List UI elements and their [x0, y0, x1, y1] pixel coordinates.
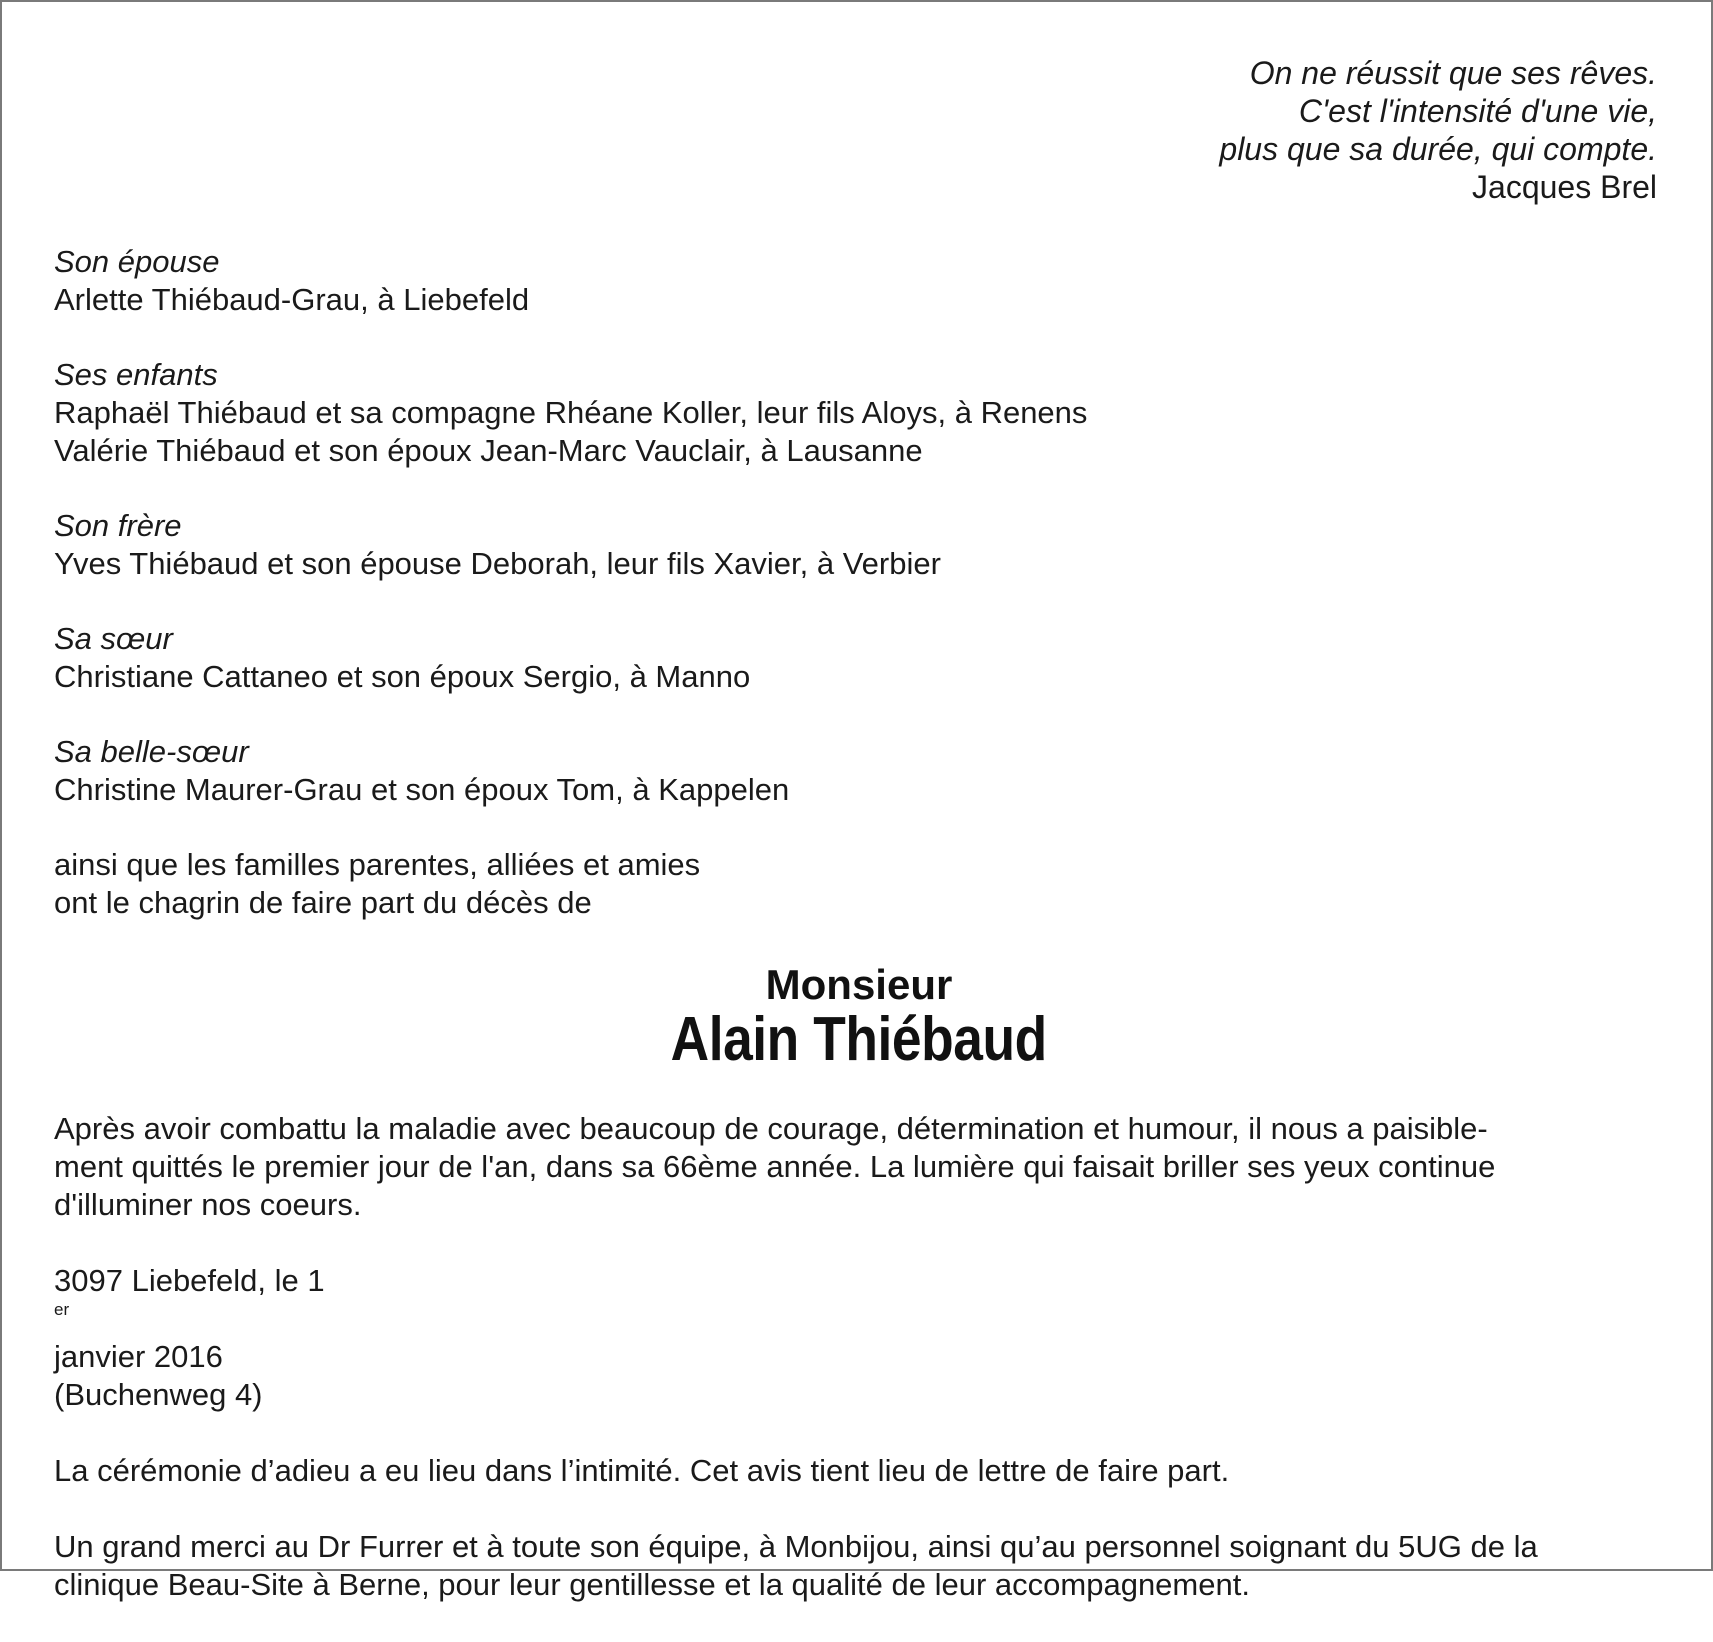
tribute-line: Après avoir combattu la maladie avec beaucoup de courage, détermination et humour, il nous a paisible- — [54, 1111, 1488, 1146]
family-group-label: Ses enfants — [54, 357, 218, 392]
place-date-suffix: janvier 2016 — [54, 1339, 223, 1374]
deceased-name: Alain Thiébaud — [670, 1005, 1048, 1074]
family-group-children — [54, 356, 1664, 470]
quote-line: C'est l'intensité d'une vie, — [1298, 93, 1657, 129]
tribute-line: d'illuminer nos coeurs. — [54, 1187, 362, 1222]
place-date-prefix: 3097 Liebefeld, le 1 — [54, 1263, 325, 1298]
date-ordinal-suffix: er — [54, 1300, 70, 1319]
family-member-line: Christine Maurer-Grau et son époux Tom, à Kappelen — [54, 772, 790, 807]
family-member-line: Valérie Thiébaud et son époux Jean-Marc Vauclair, à Lausanne — [54, 433, 923, 468]
epigraph-quote — [1219, 54, 1657, 206]
family-member-line: Yves Thiébaud et son épouse Deborah, leur fils Xavier, à Verbier — [54, 546, 941, 581]
family-group-label: Sa belle-sœur — [54, 734, 249, 769]
family-group-sister-in-law — [54, 733, 1664, 809]
quote-line: plus que sa durée, qui compte. — [1219, 131, 1657, 167]
notice-body — [54, 243, 1664, 1642]
family-group-label: Son frère — [54, 508, 182, 543]
quote-line: On ne réussit que ses rêves. — [1249, 55, 1657, 91]
family-group-sister — [54, 620, 1664, 696]
quote-author: Jacques Brel — [1472, 169, 1657, 205]
announcement-line: ont le chagrin de faire part du décès de — [54, 885, 592, 920]
thanks-paragraph — [54, 1528, 1664, 1604]
family-group-brother — [54, 507, 1664, 583]
place-date-block — [54, 1262, 1664, 1414]
family-group-label: Sa sœur — [54, 621, 173, 656]
family-group-spouse — [54, 243, 1664, 319]
tribute-paragraph — [54, 1110, 1664, 1224]
announcement-line: ainsi que les familles parentes, alliées et amies — [54, 847, 701, 882]
place-date-line — [54, 1262, 1664, 1376]
tribute-line: ment quittés le premier jour de l'an, dans sa 66ème année. La lumière qui faisait briller ses yeux continue — [54, 1149, 1496, 1184]
announcement — [54, 846, 1664, 922]
family-member-line: Arlette Thiébaud-Grau, à Liebefeld — [54, 282, 530, 317]
family-member-line: Christiane Cattaneo et son époux Sergio, à Manno — [54, 659, 751, 694]
family-member-line: Raphaël Thiébaud et sa compagne Rhéane Koller, leur fils Aloys, à Renens — [54, 395, 1088, 430]
thanks-line: clinique Beau-Site à Berne, pour leur gentillesse et la qualité de leur accompagnement. — [54, 1567, 1250, 1602]
thanks-line: Un grand merci au Dr Furrer et à toute son équipe, à Monbijou, ainsi qu’au personnel soignant du 5UG de la — [54, 1529, 1538, 1564]
ceremony-line: La cérémonie d’adieu a eu lieu dans l’intimité. Cet avis tient lieu de lettre de faire part. — [54, 1453, 1230, 1488]
ceremony-paragraph — [54, 1452, 1664, 1490]
deceased-title: Monsieur — [765, 961, 953, 1008]
family-group-label: Son épouse — [54, 244, 220, 279]
address-line: (Buchenweg 4) — [54, 1377, 263, 1412]
deceased-name-block — [54, 962, 1664, 1072]
